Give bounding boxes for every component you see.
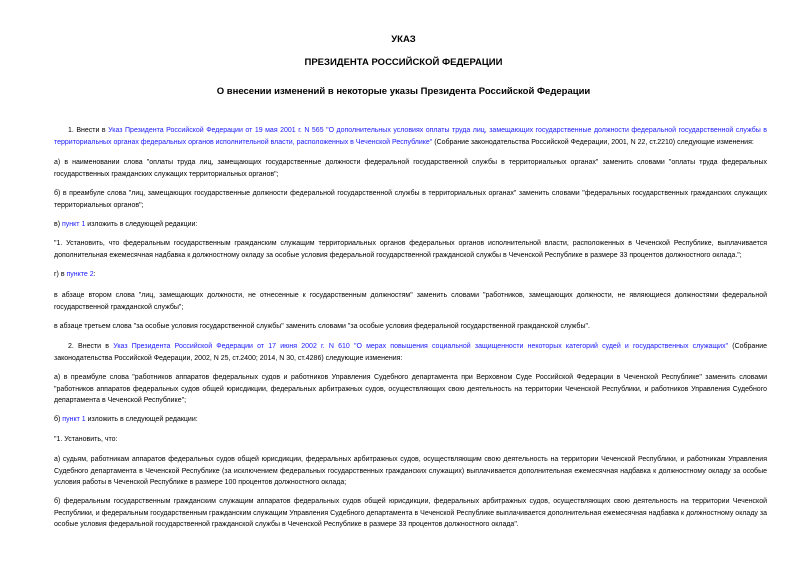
paragraph-12: "1. Установить, что: — [54, 436, 118, 443]
paragraph-6-post: : — [93, 271, 96, 278]
paragraph-6-pre: г) в — [54, 271, 67, 278]
paragraph-7: в абзаце втором слова "лиц, замещающих должности, не отнесенные к государственным должностям" заменить словами "работников, замещающих должности, не являющиеся должностями федеральной государственной гражданской службы"; — [54, 292, 767, 311]
punkt-1-link-2[interactable]: пункт 1 — [62, 416, 86, 423]
punkt-2-link[interactable]: пункте 2 — [66, 271, 94, 278]
paragraph-14: б) федеральным государственным гражданским служащим аппаратов федеральных судов общей юрисдикции, федеральных арбитражных судов, осуществляющих свою деятельность на территории Чеченской Республики, и федеральным государственным гражданским служащим Управления Судебного департамента в Чеченской Республике выплачивается дополнительная ежемесячная надбавка к должностному окладу за особые условия федеральной государственной гражданской службы в Чеченской Республике в размере 33 процентов должностного оклада". — [54, 498, 767, 529]
paragraph-4-pre: в) — [54, 221, 62, 228]
doc-title-subject: О внесении изменений в некоторые указы Президента Российской Федерации — [216, 86, 591, 97]
paragraph-4-post: изложить в следующей редакции: — [85, 221, 198, 228]
punkt-1-link[interactable]: пункт 1 — [62, 221, 86, 228]
paragraph-11 — [54, 414, 767, 426]
paragraph-13: а) судьям, работникам аппаратов федеральных судов общей юрисдикции, федеральных арбитражных судов, осуществляющим свою деятельность на территории Чеченской Республики, и работникам Управления Судебного департамента в Чеченской Республике (за исключением федеральных государственных гражданских служащих) выплачивается дополнительная ежемесячная надбавка к должностному окладу за особые условия работы в Чеченской Республике в размере 100 процентов должностного оклада; — [54, 456, 767, 487]
paragraph-5: "1. Установить, что федеральным государственным гражданским служащим территориальных органов федеральных органов исполнительной власти, расположенных в Чеченской Республике, выплачивается дополнительная ежемесячная надбавка к должностному окладу за особые условия федеральной государственной гражданской службы в Чеченской Республике в размере 33 процентов должностного оклада."; — [54, 240, 767, 259]
paragraph-1 — [54, 125, 767, 148]
paragraph-9 — [54, 341, 767, 364]
paragraph-9-post: (Собрание законодательства Российской Федерации, 2002, N 25, ст.2400; 2014, N 30, ст.4286) следующие изменения: — [54, 343, 767, 362]
paragraph-4 — [54, 219, 767, 231]
paragraph-2: а) в наименовании слова "оплаты труда лиц, замещающих государственные должности федеральной государственной службы в территориальных органах" заменить словами "оплаты труда федеральных государственных гражданских служащих территориальных органов"; — [54, 159, 767, 178]
decree-610-link[interactable]: Указ Президента Российской Федерации от 17 июня 2002 г. N 610 "О мерах повышения социальной защищенности некоторых категорий судей и государственных служащих" — [113, 343, 729, 350]
paragraph-8: в абзаце третьем слова "за особые условия государственной службы" заменить словами "за особые условия федеральной государственной гражданской службы". — [54, 323, 590, 330]
paragraph-6 — [54, 269, 767, 281]
paragraph-1-pre: 1. Внести в — [68, 127, 109, 134]
paragraph-10: а) в преамбуле слова "работников аппаратов федеральных судов и работников Управления Судебного департамента при Верховном Суде Российской Федерации в Чеченской Республике" заменить словами "работников аппаратов федеральных судов общей юрисдикции, федеральных арбитражных судов, осуществляющих свою деятельность на территории Чеченской Республики, и работников Управления Судебного департамента в Чеченской Республике"; — [54, 374, 767, 405]
decree-565-link[interactable]: Указ Президента Российской Федерации от 19 мая 2001 г. N 565 "О дополнительных условиях оплаты труда лиц, замещающих государственные должности федеральной государственной службы в территориальных органах федеральных органов исполнительной власти, расположенных в Чеченской Республике" — [54, 127, 767, 146]
paragraph-3: б) в преамбуле слова "лиц, замещающих государственные должности федеральной государственной службы в территориальных органах" заменить словами "федеральных государственных гражданских служащих территориальных органов"; — [54, 190, 767, 209]
paragraph-9-pre: 2. Внести в — [68, 343, 114, 350]
paragraph-1-post: (Собрание законодательства Российской Федерации, 2001, N 22, ст.2210) следующие изменения: — [432, 138, 754, 146]
doc-title-ukaz: УКАЗ — [391, 34, 416, 45]
paragraph-11-post: изложить в следующей редакции: — [85, 416, 198, 423]
paragraph-11-pre: б) — [54, 416, 63, 423]
doc-title-president: ПРЕЗИДЕНТА РОССИЙСКОЙ ФЕДЕРАЦИИ — [304, 57, 503, 68]
